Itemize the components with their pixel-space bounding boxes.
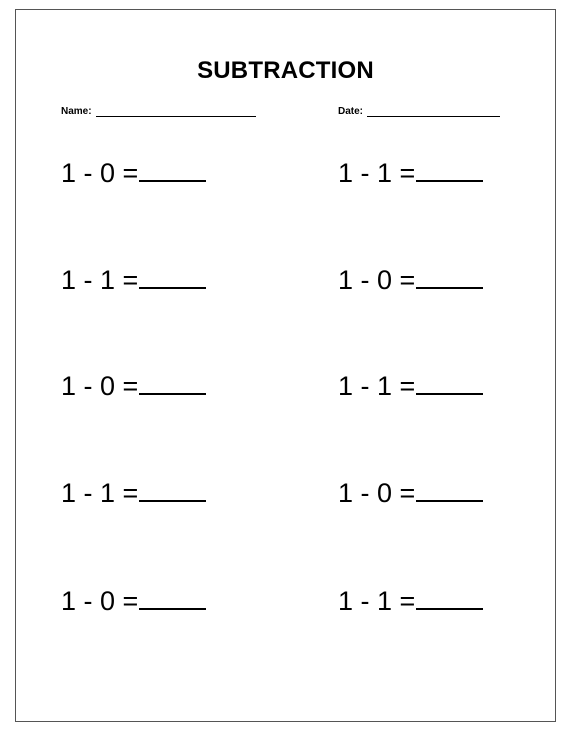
problem-expression: 1 - 0 = [61, 586, 139, 616]
answer-blank [416, 373, 483, 395]
problem-expression: 1 - 0 = [338, 478, 416, 508]
answer-blank [139, 160, 206, 182]
problem-item [61, 478, 206, 509]
problem-item [61, 371, 206, 402]
date-label: Date: [338, 106, 364, 117]
answer-blank [416, 267, 483, 289]
answer-blank [139, 373, 206, 395]
problem-item [61, 586, 206, 617]
problem-item [61, 158, 206, 189]
problem-item [338, 158, 483, 189]
problem-expression: 1 - 1 = [61, 265, 139, 295]
problem-expression: 1 - 1 = [338, 371, 416, 401]
answer-blank [139, 480, 206, 502]
problem-expression: 1 - 1 = [338, 586, 416, 616]
problem-expression: 1 - 1 = [61, 478, 139, 508]
problem-expression: 1 - 0 = [338, 265, 416, 295]
answer-blank [139, 588, 206, 610]
answer-blank [416, 160, 483, 182]
name-label: Name: [61, 106, 92, 117]
problem-expression: 1 - 1 = [338, 158, 416, 188]
problem-item [338, 586, 483, 617]
worksheet-page [15, 9, 556, 722]
problem-item [338, 478, 483, 509]
problem-item [61, 265, 206, 296]
problem-expression: 1 - 0 = [61, 158, 139, 188]
worksheet-title: SUBTRACTION [197, 57, 374, 84]
problem-expression: 1 - 0 = [61, 371, 139, 401]
problem-item [338, 371, 483, 402]
answer-blank [416, 480, 483, 502]
answer-blank [139, 267, 206, 289]
problem-grid [16, 10, 555, 721]
problem-item [338, 265, 483, 296]
answer-blank [416, 588, 483, 610]
